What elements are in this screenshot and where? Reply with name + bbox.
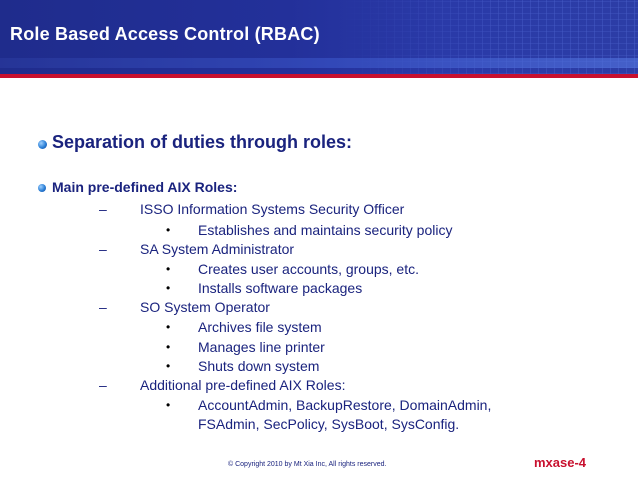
role-detail: Manages line printer <box>198 339 325 355</box>
banner-red-rule <box>0 74 638 78</box>
bullet-marker: • <box>166 262 171 276</box>
dash-marker: – <box>99 201 107 217</box>
role-label: SO System Operator <box>140 299 270 315</box>
role-detail: Installs software packages <box>198 280 363 296</box>
role-detail: AccountAdmin, BackupRestore, DomainAdmin, <box>198 397 492 413</box>
banner-stripe <box>0 58 638 68</box>
bullet-marker: • <box>166 398 171 412</box>
main-heading: Separation of duties through roles: <box>52 132 353 152</box>
bullet-marker: • <box>166 340 171 354</box>
role-label: ISSO Information Systems Security Officer <box>140 201 405 217</box>
bullet-marker: • <box>166 223 171 237</box>
role-detail: FSAdmin, SecPolicy, SysBoot, SysConfig. <box>198 416 460 432</box>
copyright-notice: © Copyright 2010 by Mt Xia Inc, All rights reserved. <box>228 461 387 468</box>
role-detail: Shuts down system <box>198 358 320 374</box>
slide-title: Role Based Access Control (RBAC) <box>10 24 320 44</box>
bullet-icon <box>38 140 47 149</box>
bullet-marker: • <box>166 320 171 334</box>
subheading: Main pre-defined AIX Roles: <box>52 179 238 195</box>
bullet-marker: • <box>166 281 171 295</box>
bullet-icon <box>38 184 46 192</box>
slide-number: mxase-4 <box>534 455 587 470</box>
dash-marker: – <box>99 241 107 257</box>
role-detail: Archives file system <box>198 319 322 335</box>
role-label: SA System Administrator <box>140 241 295 257</box>
title-banner <box>0 0 638 74</box>
role-detail: Creates user accounts, groups, etc. <box>198 261 419 277</box>
dash-marker: – <box>99 377 107 393</box>
dash-marker: – <box>99 299 107 315</box>
role-label: Additional pre-defined AIX Roles: <box>140 377 346 393</box>
role-detail: Establishes and maintains security policy <box>198 222 453 238</box>
bullet-marker: • <box>166 359 171 373</box>
